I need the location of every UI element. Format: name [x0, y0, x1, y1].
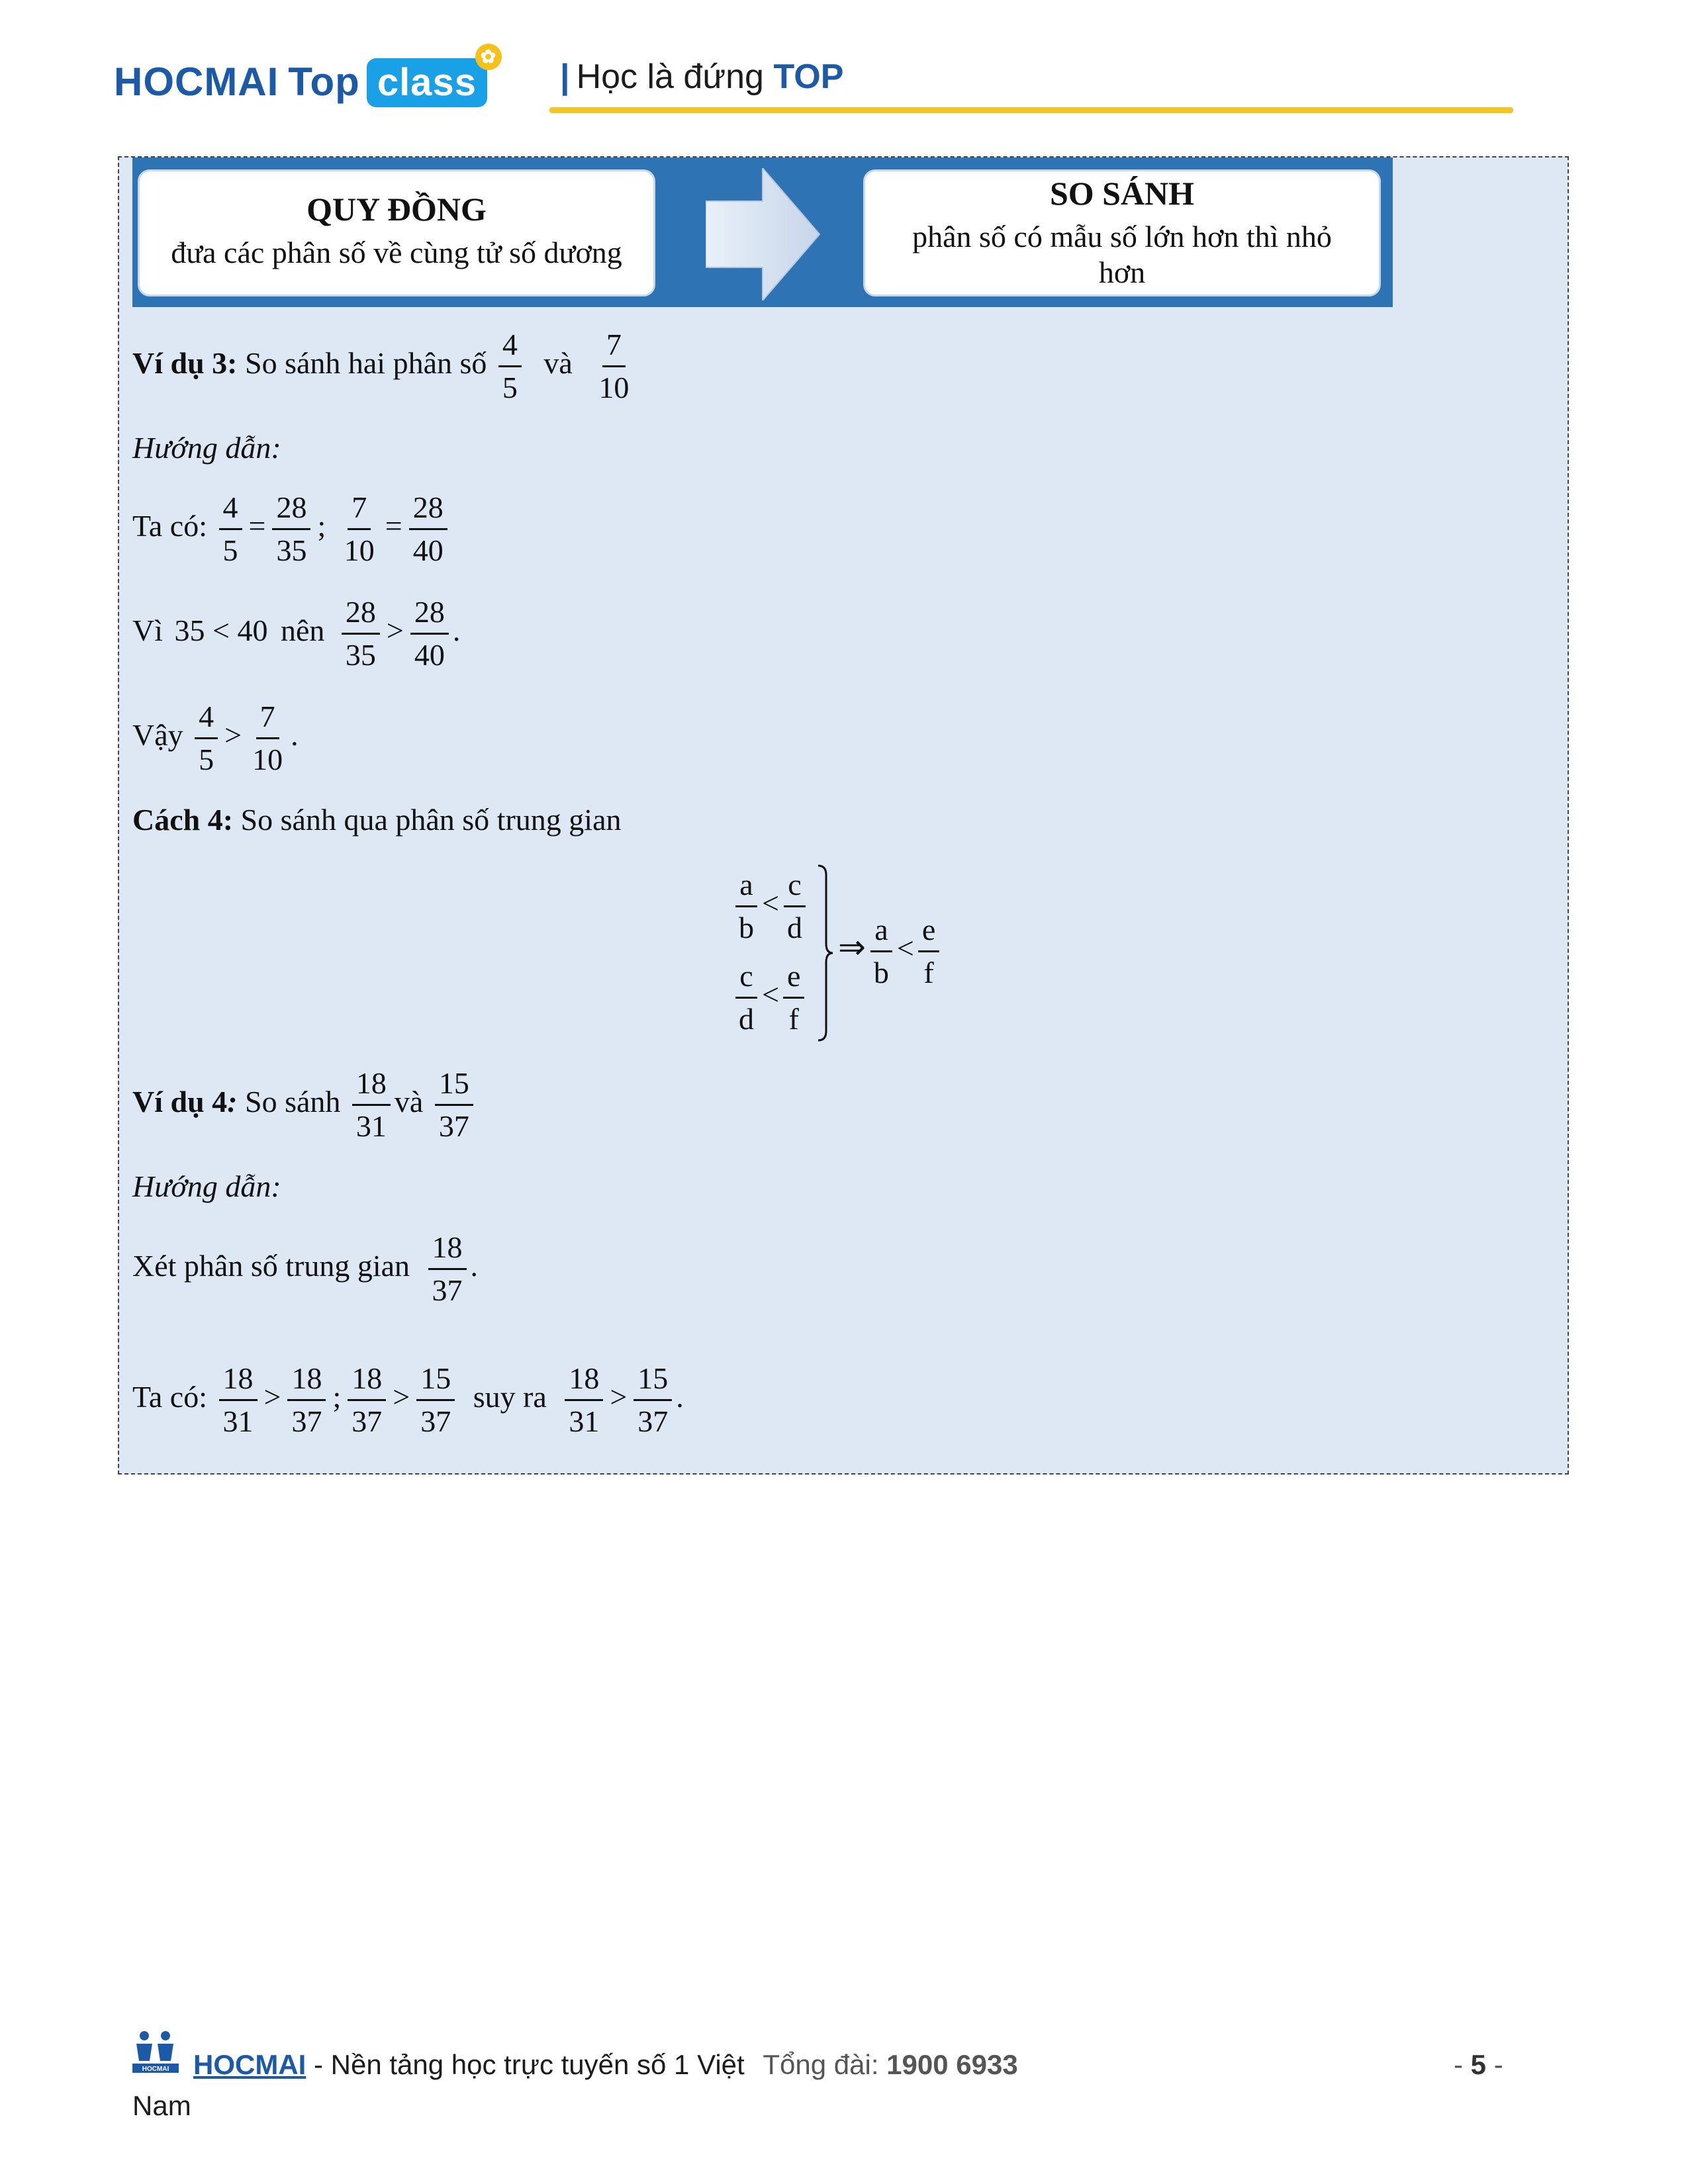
- period: .: [676, 1380, 684, 1414]
- page-suffix: -: [1493, 2049, 1503, 2080]
- star-icon: ✿: [475, 44, 502, 70]
- fraction: [565, 1359, 603, 1441]
- card-quy-dong: [138, 169, 655, 296]
- numerator: 15: [633, 1359, 672, 1401]
- footer-text: - Nền tảng học trực tuyến số 1 Việt: [314, 2049, 745, 2080]
- method4-label: Cách 4:: [132, 803, 234, 837]
- example4-taco-line: [132, 1359, 684, 1441]
- hocmai-logo-icon: [131, 2029, 180, 2075]
- numerator: 28: [410, 593, 449, 635]
- fraction: [410, 593, 449, 674]
- denominator: 31: [222, 1404, 254, 1438]
- card-quy-dong-title: QUY ĐỒNG: [306, 191, 487, 228]
- phone-number: 1900 6933: [886, 2049, 1018, 2080]
- numerator: 4: [498, 326, 522, 367]
- greater-sign: >: [610, 1380, 628, 1414]
- semicolon: ;: [332, 1380, 342, 1414]
- logo-top: Top: [288, 60, 360, 104]
- rule-row-2: [733, 957, 806, 1038]
- numerator: 7: [348, 488, 371, 530]
- card-so-sanh-title: SO SÁNH: [1049, 175, 1195, 212]
- period: .: [291, 718, 299, 752]
- numerator: 15: [435, 1064, 473, 1106]
- numerator: e: [783, 957, 804, 999]
- card-quy-dong-text: đưa các phân số về cùng tử số dương: [171, 236, 622, 269]
- denominator: d: [739, 1002, 754, 1036]
- taco-label: Ta có:: [132, 509, 208, 543]
- denominator: 10: [598, 371, 630, 404]
- fraction: [409, 488, 447, 570]
- less-sign: <: [896, 931, 914, 966]
- numerator: 18: [352, 1064, 391, 1106]
- tagline-text: Học là đứng: [576, 58, 764, 96]
- numerator: 7: [256, 698, 279, 739]
- numerator: a: [870, 911, 892, 952]
- card-so-sanh: [863, 169, 1381, 296]
- logo-class: class: [377, 61, 477, 104]
- example3-text: So sánh hai phân số: [244, 346, 487, 381]
- numerator: 28: [409, 488, 447, 530]
- fraction: [870, 911, 893, 992]
- fraction: [195, 698, 218, 779]
- numerator: 18: [348, 1359, 386, 1401]
- denominator: f: [788, 1002, 799, 1036]
- fraction: [783, 866, 806, 947]
- right-brace: [816, 864, 835, 1042]
- fraction: [428, 1228, 467, 1310]
- footer-brand-link[interactable]: HOCMAI: [193, 2049, 306, 2080]
- period: .: [470, 1249, 479, 1283]
- logo-class-badge: [367, 46, 497, 107]
- example3-vi-line: [132, 593, 460, 674]
- numerator: e: [918, 911, 939, 952]
- example3-conclusion: [132, 698, 299, 779]
- denominator: 37: [637, 1404, 669, 1438]
- denominator: 31: [569, 1404, 600, 1438]
- numerator: 15: [416, 1359, 455, 1401]
- page-value: 5: [1470, 2049, 1487, 2080]
- tagline: [560, 57, 843, 97]
- denominator: 5: [222, 533, 238, 567]
- example4-xet-line: [132, 1228, 478, 1310]
- fraction: [735, 866, 758, 947]
- denominator: 31: [355, 1109, 387, 1143]
- denominator: b: [739, 911, 754, 944]
- numerator: 28: [342, 593, 380, 635]
- taco-label: Ta có:: [132, 1380, 208, 1414]
- fraction: [352, 1064, 391, 1146]
- denominator: 37: [352, 1404, 383, 1438]
- less-sign: <: [762, 886, 779, 921]
- suyra-word: suy ra: [473, 1380, 547, 1414]
- and-word: và: [394, 1085, 424, 1119]
- numerator: 4: [195, 698, 218, 739]
- page-number: [1454, 2049, 1503, 2081]
- rule-result: [835, 911, 941, 992]
- fraction: [918, 911, 939, 992]
- denominator: 40: [414, 638, 445, 672]
- fraction: [633, 1359, 672, 1441]
- example3-line: [132, 326, 637, 407]
- example3-taco-line: [132, 488, 451, 570]
- fraction: [248, 698, 287, 779]
- denominator: 37: [420, 1404, 451, 1438]
- denominator: 10: [252, 743, 283, 776]
- period: .: [452, 614, 461, 648]
- equals-sign: =: [248, 509, 266, 543]
- example4-line: [132, 1064, 477, 1146]
- footer-text-2: Nam: [132, 2090, 191, 2121]
- implies-arrow: ⇒: [838, 929, 866, 966]
- fraction: [498, 326, 522, 407]
- and-word: và: [543, 346, 573, 381]
- card-so-sanh-text-1: phân số có mẫu số lớn hơn thì nhỏ: [912, 220, 1332, 253]
- denominator: 10: [344, 533, 375, 567]
- example4-guide: Hướng dẫn:: [132, 1169, 281, 1203]
- denominator: b: [873, 956, 889, 989]
- fraction: [416, 1359, 455, 1441]
- tagline-top: TOP: [773, 58, 844, 96]
- less-sign: <: [762, 978, 779, 1012]
- example4-text: So sánh: [245, 1085, 341, 1119]
- method4-text: So sánh qua phân số trung gian: [240, 803, 622, 837]
- fraction: [272, 488, 310, 570]
- denominator: 35: [345, 638, 376, 672]
- equals-sign: =: [385, 509, 402, 543]
- fraction: [219, 1359, 258, 1441]
- logo-main: HOCMAI: [114, 60, 279, 104]
- fraction: [735, 957, 758, 1038]
- card-so-sanh-text-2: hơn: [1098, 255, 1146, 289]
- fraction: [594, 326, 633, 407]
- page-prefix: -: [1454, 2049, 1463, 2080]
- right-arrow-icon: [706, 168, 825, 300]
- denominator: 5: [502, 371, 518, 404]
- nen-word: nên: [280, 614, 325, 648]
- numerator: 18: [428, 1228, 467, 1270]
- icon-text: HOCMAI: [142, 2066, 169, 2073]
- greater-sign: >: [393, 1380, 410, 1414]
- fraction: [340, 488, 379, 570]
- denominator: 37: [432, 1273, 463, 1307]
- numerator: c: [784, 866, 805, 907]
- fraction: [783, 957, 804, 1038]
- numerator: 7: [602, 326, 626, 367]
- denominator: 5: [199, 743, 214, 776]
- denominator: 37: [291, 1404, 322, 1438]
- numerator: c: [735, 957, 757, 999]
- logo: [114, 46, 497, 107]
- fraction: [342, 593, 380, 674]
- fraction: [348, 1359, 386, 1441]
- example4-colon: :: [227, 1085, 238, 1119]
- fraction: [435, 1064, 473, 1146]
- denominator: f: [923, 956, 934, 989]
- greater-sign: >: [386, 614, 404, 648]
- header-underline: [549, 107, 1513, 113]
- vay-word: Vậy: [132, 718, 183, 752]
- semicolon: ;: [317, 509, 326, 543]
- greater-sign: >: [263, 1380, 281, 1414]
- numerator: a: [735, 866, 757, 907]
- numerator: 18: [219, 1359, 258, 1401]
- example4-label: Ví dụ 4: [132, 1085, 228, 1119]
- numerator: 18: [287, 1359, 326, 1401]
- numerator: 4: [219, 488, 242, 530]
- vi-word: Vì: [132, 614, 163, 648]
- example3-guide: Hướng dẫn:: [132, 431, 281, 465]
- greater-sign: >: [224, 718, 242, 752]
- footer-line: [193, 2049, 1018, 2081]
- tagline-bar: |: [560, 58, 570, 96]
- numerator: 28: [272, 488, 310, 530]
- numerator: 18: [565, 1359, 603, 1401]
- rule-row-1: [733, 866, 808, 947]
- fraction: [287, 1359, 326, 1441]
- phone-label: Tổng đài:: [763, 2049, 879, 2080]
- example3-label: Ví dụ 3:: [132, 346, 238, 381]
- denominator: 37: [438, 1109, 469, 1143]
- inequality: 35 < 40: [174, 614, 268, 648]
- xet-text: Xét phân số trung gian: [132, 1249, 410, 1283]
- denominator: 40: [412, 533, 444, 567]
- method4-heading: [132, 801, 621, 839]
- denominator: 35: [276, 533, 307, 567]
- denominator: d: [786, 911, 802, 944]
- fraction: [219, 488, 242, 570]
